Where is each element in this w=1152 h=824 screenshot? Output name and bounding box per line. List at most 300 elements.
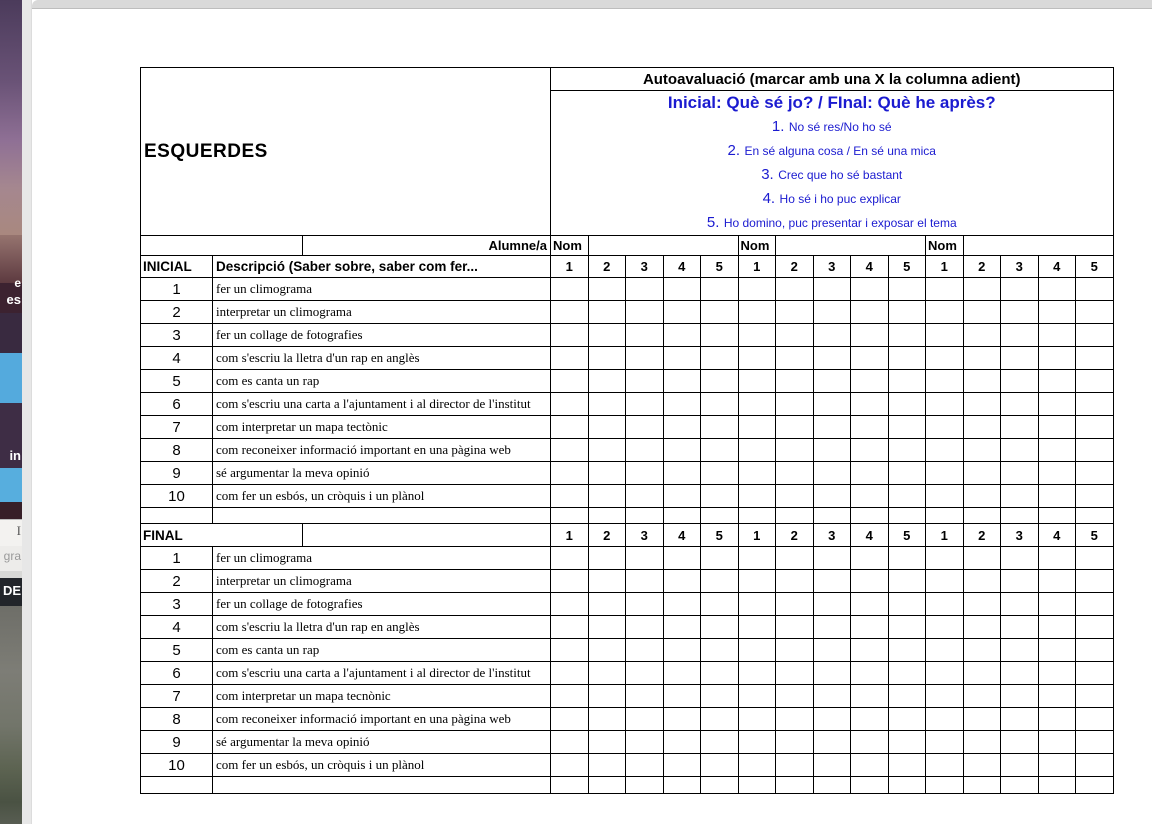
mark-cell	[926, 547, 964, 570]
mark-cell	[588, 393, 626, 416]
wallpaper-purple	[0, 0, 22, 235]
mark-cell	[701, 731, 739, 754]
mark-cell	[551, 278, 589, 301]
mark-cell	[1001, 324, 1039, 347]
row-description-cell: com s'escriu la lletra d'un rap en anglès	[213, 347, 551, 370]
mark-cell	[551, 508, 589, 524]
mark-cell	[963, 547, 1001, 570]
mark-cell	[626, 777, 664, 794]
row-description-cell: com s'escriu una carta a l'ajuntament i al director de l'institut	[213, 662, 551, 685]
mark-cell	[926, 639, 964, 662]
mark-cell	[551, 708, 589, 731]
background-blue-bar-1	[0, 353, 22, 403]
scale-number-cell: 5	[1076, 524, 1114, 547]
mark-cell	[626, 547, 664, 570]
mark-cell	[588, 462, 626, 485]
mark-cell	[663, 685, 701, 708]
mark-cell	[701, 708, 739, 731]
mark-cell	[626, 462, 664, 485]
mark-cell	[588, 685, 626, 708]
mark-cell	[626, 508, 664, 524]
mark-cell	[1001, 439, 1039, 462]
mark-cell	[851, 393, 889, 416]
legend-item	[551, 213, 1113, 233]
mark-cell	[776, 393, 814, 416]
scale-number-cell: 3	[626, 524, 664, 547]
mark-cell	[1001, 485, 1039, 508]
mark-cell	[776, 301, 814, 324]
row-description-cell: fer un climograma	[213, 547, 551, 570]
mark-cell	[1038, 301, 1076, 324]
mark-cell	[851, 731, 889, 754]
scale-number-cell: 2	[776, 524, 814, 547]
mark-cell	[851, 754, 889, 777]
row-description-cell: sé argumentar la meva opinió	[213, 462, 551, 485]
mark-cell	[551, 485, 589, 508]
mark-cell	[701, 439, 739, 462]
mark-cell	[963, 324, 1001, 347]
mark-cell	[701, 370, 739, 393]
row-number-cell: 3	[141, 324, 213, 347]
mark-cell	[1001, 301, 1039, 324]
legend-item-text: Crec que ho sé bastant	[778, 168, 903, 182]
mark-cell	[851, 616, 889, 639]
mark-cell	[663, 393, 701, 416]
mark-cell	[588, 439, 626, 462]
mark-cell	[588, 593, 626, 616]
mark-cell	[888, 370, 926, 393]
mark-cell	[888, 731, 926, 754]
mark-cell	[588, 708, 626, 731]
mark-cell	[551, 301, 589, 324]
scale-number-cell: 2	[963, 524, 1001, 547]
mark-cell	[738, 393, 776, 416]
scale-number-cell: 2	[776, 256, 814, 278]
mark-cell	[963, 485, 1001, 508]
mark-cell	[1038, 593, 1076, 616]
mark-cell	[1001, 708, 1039, 731]
mark-cell	[1001, 662, 1039, 685]
row-number-cell: 4	[141, 616, 213, 639]
mark-cell	[813, 777, 851, 794]
mark-cell	[1001, 416, 1039, 439]
desktop-background-strip	[0, 0, 22, 824]
mark-cell	[1001, 508, 1039, 524]
legend-item-number: 2.	[727, 142, 741, 159]
legend-item-number: 1.	[771, 118, 785, 135]
scale-number-cell: 3	[1001, 524, 1039, 547]
mark-cell	[926, 754, 964, 777]
mark-cell	[776, 439, 814, 462]
mark-cell	[851, 777, 889, 794]
background-text-fragment: e	[14, 276, 21, 290]
scale-number-cell: 3	[813, 524, 851, 547]
mark-cell	[813, 278, 851, 301]
mark-cell	[888, 278, 926, 301]
mark-cell	[663, 731, 701, 754]
mark-cell	[701, 508, 739, 524]
mark-cell	[626, 485, 664, 508]
mark-cell	[588, 570, 626, 593]
autoavaluacio-table	[140, 67, 1114, 794]
section-label-cell-inicial: INICIAL	[141, 256, 213, 278]
mark-cell	[588, 754, 626, 777]
mark-cell	[888, 439, 926, 462]
mark-cell	[776, 593, 814, 616]
mark-cell	[701, 416, 739, 439]
mark-cell	[1038, 731, 1076, 754]
mark-cell	[663, 462, 701, 485]
mark-cell	[926, 485, 964, 508]
mark-cell	[1038, 462, 1076, 485]
scale-number-cell: 4	[663, 524, 701, 547]
mark-cell	[1038, 485, 1076, 508]
mark-cell	[1001, 731, 1039, 754]
mark-cell	[813, 439, 851, 462]
mark-cell	[851, 508, 889, 524]
mark-cell	[1038, 662, 1076, 685]
mark-cell	[963, 639, 1001, 662]
mark-cell	[813, 754, 851, 777]
nom-header-cell: Nom	[551, 236, 589, 256]
mark-cell	[588, 639, 626, 662]
mark-cell	[1076, 662, 1114, 685]
mark-cell	[588, 616, 626, 639]
mark-cell	[813, 347, 851, 370]
mark-cell	[701, 754, 739, 777]
mark-cell	[1076, 685, 1114, 708]
mark-cell	[813, 416, 851, 439]
mark-cell	[776, 347, 814, 370]
mark-cell	[1076, 485, 1114, 508]
mark-cell	[888, 347, 926, 370]
mark-cell	[701, 777, 739, 794]
worksheet	[140, 67, 1114, 794]
row-description-cell: com reconeixer informació important en una pàgina web	[213, 439, 551, 462]
mark-cell	[626, 754, 664, 777]
scale-number-cell: 1	[551, 256, 589, 278]
mark-cell	[1038, 416, 1076, 439]
mark-cell	[663, 662, 701, 685]
mark-cell	[1001, 547, 1039, 570]
mark-cell	[851, 685, 889, 708]
mark-cell	[663, 347, 701, 370]
legend-item-text: No sé res/No ho sé	[788, 120, 892, 134]
row-number-cell: 2	[141, 301, 213, 324]
row-description-cell: sé argumentar la meva opinió	[213, 731, 551, 754]
mark-cell	[926, 777, 964, 794]
mark-cell	[588, 416, 626, 439]
scale-number-cell: 1	[551, 524, 589, 547]
mark-cell	[588, 301, 626, 324]
mark-cell	[1038, 278, 1076, 301]
spacer-cell	[303, 524, 551, 547]
spacer-cell	[141, 777, 213, 794]
mark-cell	[888, 616, 926, 639]
mark-cell	[1076, 393, 1114, 416]
mark-cell	[701, 639, 739, 662]
mark-cell	[551, 393, 589, 416]
mark-cell	[813, 485, 851, 508]
spacer-cell	[141, 508, 213, 524]
mark-cell	[851, 662, 889, 685]
mark-cell	[1076, 708, 1114, 731]
mark-cell	[888, 708, 926, 731]
mark-cell	[701, 570, 739, 593]
mark-cell	[588, 347, 626, 370]
mark-cell	[963, 301, 1001, 324]
mark-cell	[588, 662, 626, 685]
mark-cell	[551, 439, 589, 462]
mark-cell	[738, 324, 776, 347]
mark-cell	[776, 754, 814, 777]
mark-cell	[851, 301, 889, 324]
row-number-cell: 10	[141, 485, 213, 508]
row-number-cell: 7	[141, 685, 213, 708]
mark-cell	[926, 462, 964, 485]
row-number-cell: 2	[141, 570, 213, 593]
mark-cell	[1038, 547, 1076, 570]
mark-cell	[701, 278, 739, 301]
row-description-cell: com fer un esbós, un cròquis i un plànol	[213, 485, 551, 508]
mark-cell	[776, 278, 814, 301]
mark-cell	[851, 547, 889, 570]
mark-cell	[776, 416, 814, 439]
mark-cell	[701, 347, 739, 370]
mark-cell	[776, 708, 814, 731]
mark-cell	[1038, 370, 1076, 393]
legend-title: Inicial: Què sé jo? / FInal: Què he après?	[667, 93, 996, 112]
mark-cell	[963, 416, 1001, 439]
mark-cell	[926, 370, 964, 393]
mark-cell	[551, 347, 589, 370]
scale-number-cell: 2	[588, 256, 626, 278]
mark-cell	[1038, 708, 1076, 731]
mark-cell	[851, 370, 889, 393]
scale-number-cell: 5	[888, 256, 926, 278]
mark-cell	[888, 570, 926, 593]
mark-cell	[663, 639, 701, 662]
mark-cell	[626, 416, 664, 439]
legend-cell	[551, 91, 1114, 236]
mark-cell	[738, 616, 776, 639]
mark-cell	[663, 439, 701, 462]
mark-cell	[888, 508, 926, 524]
mark-cell	[588, 547, 626, 570]
mark-cell	[551, 416, 589, 439]
mark-cell	[626, 570, 664, 593]
mark-cell	[813, 685, 851, 708]
mark-cell	[963, 393, 1001, 416]
mark-cell	[926, 393, 964, 416]
mark-cell	[851, 593, 889, 616]
mark-cell	[551, 662, 589, 685]
row-number-cell: 1	[141, 278, 213, 301]
mark-cell	[851, 324, 889, 347]
mark-cell	[663, 416, 701, 439]
mark-cell	[1001, 393, 1039, 416]
mark-cell	[813, 708, 851, 731]
row-number-cell: 8	[141, 708, 213, 731]
mark-cell	[926, 508, 964, 524]
mark-cell	[963, 370, 1001, 393]
mark-cell	[738, 731, 776, 754]
background-text-fragment: I	[16, 523, 21, 538]
mark-cell	[738, 462, 776, 485]
document-window	[32, 0, 1152, 824]
mark-cell	[963, 347, 1001, 370]
mark-cell	[851, 570, 889, 593]
background-blue-bar-2	[0, 468, 22, 502]
row-description-cell: com s'escriu una carta a l'ajuntament i al director de l'institut	[213, 393, 551, 416]
mark-cell	[626, 393, 664, 416]
mark-cell	[1038, 324, 1076, 347]
mark-cell	[588, 777, 626, 794]
mark-cell	[738, 777, 776, 794]
mark-cell	[1038, 639, 1076, 662]
nom-header-cell: Nom	[926, 236, 964, 256]
mark-cell	[1038, 393, 1076, 416]
mark-cell	[1001, 278, 1039, 301]
mark-cell	[1076, 593, 1114, 616]
mark-cell	[588, 324, 626, 347]
mark-cell	[663, 301, 701, 324]
mark-cell	[963, 777, 1001, 794]
mark-cell	[738, 754, 776, 777]
scale-number-cell: 4	[1038, 524, 1076, 547]
row-description-cell: com interpretar un mapa tectònic	[213, 416, 551, 439]
mark-cell	[776, 777, 814, 794]
row-description-cell: com reconeixer informació important en una pàgina web	[213, 708, 551, 731]
mark-cell	[813, 570, 851, 593]
mark-cell	[851, 462, 889, 485]
mark-cell	[926, 570, 964, 593]
scale-number-cell: 1	[738, 524, 776, 547]
mark-cell	[1038, 754, 1076, 777]
mark-cell	[963, 462, 1001, 485]
scale-number-cell: 1	[926, 524, 964, 547]
mark-cell	[701, 301, 739, 324]
mark-cell	[776, 639, 814, 662]
mark-cell	[1001, 616, 1039, 639]
mark-cell	[1076, 570, 1114, 593]
mark-cell	[1001, 754, 1039, 777]
mark-cell	[776, 485, 814, 508]
mark-cell	[551, 324, 589, 347]
row-description-cell: fer un collage de fotografies	[213, 324, 551, 347]
mark-cell	[813, 508, 851, 524]
mark-cell	[1076, 462, 1114, 485]
mark-cell	[738, 485, 776, 508]
mark-cell	[701, 593, 739, 616]
row-number-cell: 7	[141, 416, 213, 439]
mark-cell	[1076, 278, 1114, 301]
mark-cell	[1076, 324, 1114, 347]
mark-cell	[926, 347, 964, 370]
mark-cell	[1076, 616, 1114, 639]
mark-cell	[1001, 570, 1039, 593]
background-text-fragment: es	[6, 292, 21, 307]
scale-number-cell: 4	[851, 524, 889, 547]
mark-cell	[551, 462, 589, 485]
mark-cell	[551, 639, 589, 662]
row-description-cell: com es canta un rap	[213, 639, 551, 662]
worksheet-title-cell: ESQUERDES	[141, 68, 551, 236]
mark-cell	[701, 485, 739, 508]
mark-cell	[813, 639, 851, 662]
scale-number-cell: 5	[701, 524, 739, 547]
scale-number-cell: 3	[813, 256, 851, 278]
mark-cell	[1001, 462, 1039, 485]
mark-cell	[551, 570, 589, 593]
mark-cell	[551, 616, 589, 639]
mark-cell	[963, 278, 1001, 301]
mark-cell	[551, 777, 589, 794]
row-description-cell: com fer un esbós, un cròquis i un plànol	[213, 754, 551, 777]
mark-cell	[1001, 685, 1039, 708]
scale-number-cell: 2	[588, 524, 626, 547]
mark-cell	[626, 708, 664, 731]
mark-cell	[701, 462, 739, 485]
row-number-cell: 10	[141, 754, 213, 777]
mark-cell	[851, 708, 889, 731]
mark-cell	[963, 439, 1001, 462]
scale-number-cell: 1	[738, 256, 776, 278]
mark-cell	[1076, 416, 1114, 439]
legend-item-text: Ho domino, puc presentar i exposar el tema	[723, 216, 957, 230]
mark-cell	[1001, 370, 1039, 393]
scale-number-cell: 4	[1038, 256, 1076, 278]
mark-cell	[888, 301, 926, 324]
row-description-cell: interpretar un climograma	[213, 570, 551, 593]
mark-cell	[888, 393, 926, 416]
mark-cell	[1001, 639, 1039, 662]
mark-cell	[963, 662, 1001, 685]
mark-cell	[1038, 347, 1076, 370]
row-number-cell: 6	[141, 662, 213, 685]
autoavaluacio-header: Autoavaluació (marcar amb una X la columna adient)	[551, 68, 1114, 91]
mark-cell	[626, 301, 664, 324]
mark-cell	[888, 485, 926, 508]
row-number-cell: 5	[141, 639, 213, 662]
window-left-edge	[22, 0, 32, 824]
mark-cell	[626, 685, 664, 708]
mark-cell	[1076, 639, 1114, 662]
nom-header-cell: Nom	[738, 236, 776, 256]
mark-cell	[1038, 685, 1076, 708]
mark-cell	[663, 570, 701, 593]
mark-cell	[663, 616, 701, 639]
mark-cell	[738, 439, 776, 462]
legend-item	[551, 189, 1113, 209]
mark-cell	[738, 301, 776, 324]
mark-cell	[588, 731, 626, 754]
mark-cell	[626, 731, 664, 754]
row-number-cell: 5	[141, 370, 213, 393]
row-number-cell: 9	[141, 462, 213, 485]
mark-cell	[888, 754, 926, 777]
row-description-cell: fer un climograma	[213, 278, 551, 301]
mark-cell	[701, 547, 739, 570]
mark-cell	[776, 508, 814, 524]
mark-cell	[926, 416, 964, 439]
mark-cell	[738, 547, 776, 570]
mark-cell	[551, 593, 589, 616]
mark-cell	[663, 485, 701, 508]
spacer-cell	[213, 777, 551, 794]
mark-cell	[551, 754, 589, 777]
scale-number-cell: 2	[963, 256, 1001, 278]
